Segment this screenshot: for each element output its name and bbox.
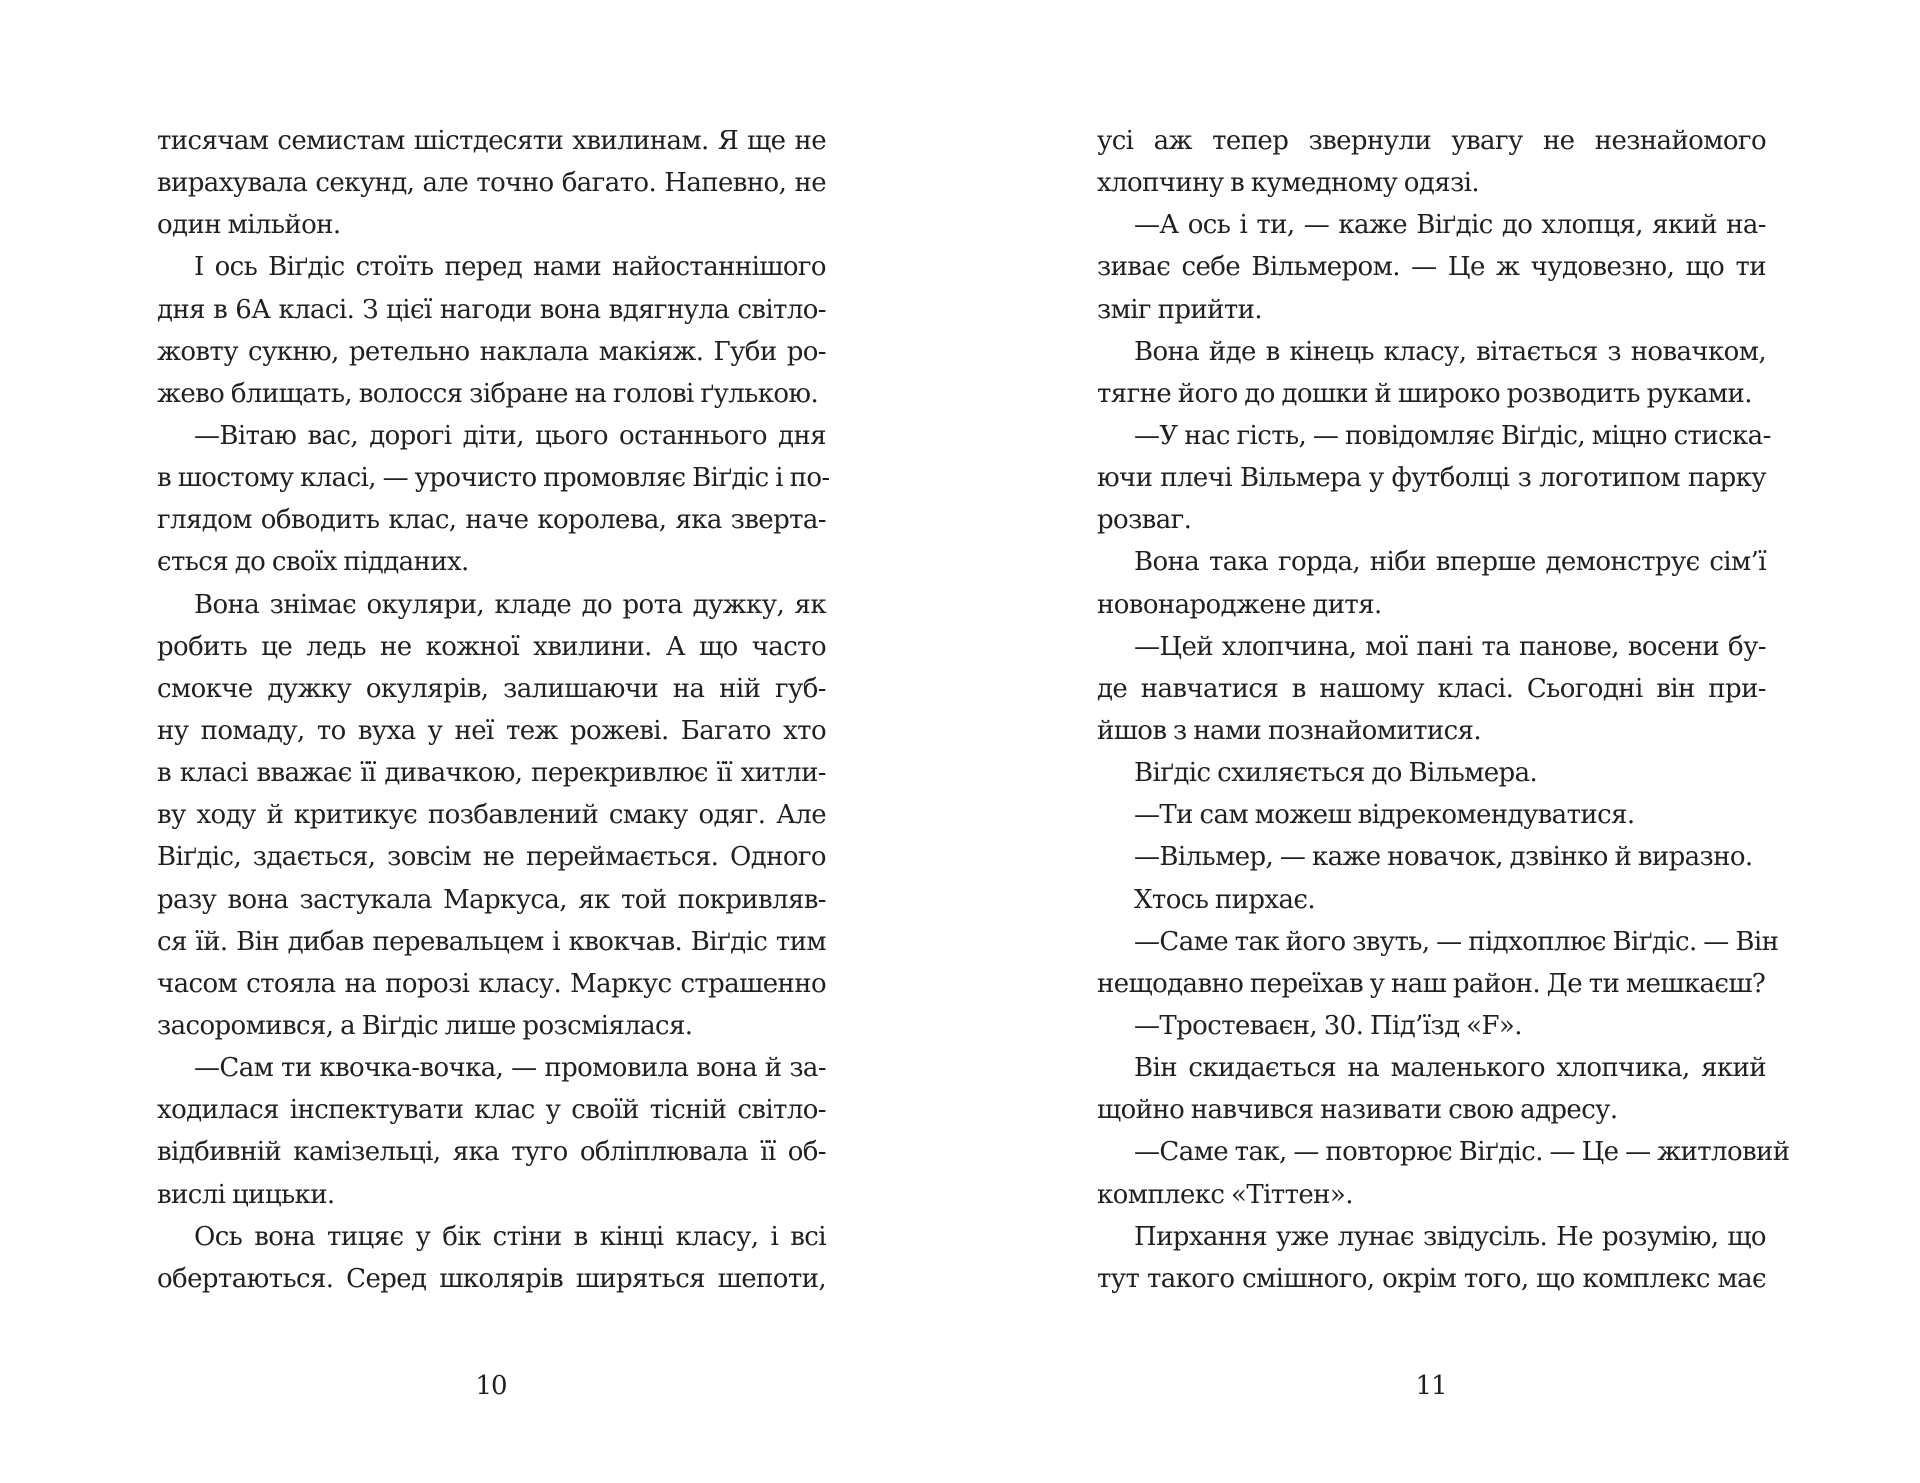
text-line: обертаються. Серед школярів ширяться шепоти, — [157, 1263, 826, 1294]
text-line: в класі вважає її дивачкою, перекривлює її хитли- — [157, 758, 826, 789]
text-line: часом стояла на порозі класу. Маркус страшенно — [157, 968, 826, 999]
text-line: жовту сукню, ретельно наклала макіяж. Губи ро- — [157, 336, 826, 367]
text-line: —А ось і ти, — каже Віґдіс до хлопця, який на- — [1134, 210, 1766, 241]
text-line: вирахувала секунд, але точно багато. Напевно, не — [157, 168, 826, 199]
text-line: розваг. — [1097, 505, 1192, 536]
text-line: ючи плечі Вільмера у футболці з логотипом парку — [1097, 463, 1766, 494]
text-line: —Саме так, — повторює Віґдіс. — Це — житловий — [1134, 1137, 1790, 1168]
text-line: засоромився, а Віґдіс лише розсміялася. — [157, 1010, 693, 1041]
text-line: —Вільмер, — каже новачок, дзвінко й виразно. — [1134, 842, 1753, 873]
text-line: один мільйон. — [157, 210, 341, 241]
text-line: разу вона застукала Маркуса, як той покривляв- — [157, 884, 826, 915]
text-line: —Вітаю вас, дорогі діти, цього останнього дня — [194, 420, 826, 451]
right-page — [960, 0, 1920, 1483]
text-line: —Тростеваєн, 30. Під’їзд «F». — [1134, 1010, 1522, 1041]
text-line: тягне його до дошки й широко розводить руками. — [1097, 378, 1752, 409]
text-line: щойно навчився називати свою адресу. — [1097, 1095, 1618, 1126]
text-line: де навчатися в нашому класі. Сьогодні він при- — [1097, 673, 1766, 704]
text-line: дня в 6А класі. З цієї нагоди вона вдягнула світло- — [157, 294, 826, 325]
text-line: Хтось пирхає. — [1134, 884, 1316, 915]
text-line: ходилася інспектувати клас у своїй тісній світло- — [157, 1095, 826, 1126]
page-number-right: 11 — [1415, 1371, 1447, 1401]
text-line: новонароджене дитя. — [1097, 589, 1382, 620]
text-line: глядом обводить клас, наче королева, яка зверта- — [157, 505, 826, 536]
text-line: в шостому класі, — урочисто промовляє Віґдіс і по- — [157, 463, 830, 494]
text-line: Віґдіс, здається, зовсім не переймається. Одного — [157, 842, 826, 873]
text-line: —У нас гість, — повідомляє Віґдіс, міцно стиска- — [1134, 420, 1771, 451]
text-line: смокче дужку окулярів, залишаючи на ній губ- — [157, 673, 826, 704]
text-line: ву ходу й критикує позбавлений смаку одяг. Але — [157, 800, 826, 831]
text-line: Він скидається на маленького хлопчика, який — [1134, 1053, 1766, 1084]
text-line: хлопчину в кумедному одязі. — [1097, 168, 1480, 199]
text-line: комплекс «Тіттен». — [1097, 1179, 1353, 1210]
text-line: вислі цицьки. — [157, 1179, 335, 1210]
text-line: Пирхання уже лунає звідусіль. Не розумію, що — [1134, 1221, 1766, 1252]
text-line: робить це ледь не кожної хвилини. А що часто — [157, 631, 826, 662]
text-line: І ось Віґдіс стоїть перед нами найостаннішого — [194, 252, 826, 283]
text-line: усі аж тепер звернули увагу не незнайомого — [1097, 126, 1766, 156]
text-line: тут такого смішного, окрім того, що комплекс має — [1097, 1263, 1766, 1294]
text-line: тисячам семистам шістдесяти хвилинам. Я ще не — [157, 126, 826, 156]
text-line: Вона така горда, ніби вперше демонструє сім’ї — [1134, 547, 1766, 578]
text-line: нещодавно переїхав у наш район. Де ти мешкаєш? — [1097, 968, 1766, 999]
right-page-text — [1097, 120, 1790, 1300]
text-line: ну помаду, то вуха у неї теж рожеві. Багато хто — [157, 715, 826, 746]
text-line: ся їй. Він дибав перевальцем і квокчав. Віґдіс тим — [157, 926, 826, 957]
text-line: Віґдіс схиляється до Вільмера. — [1134, 758, 1538, 789]
text-line: Ось вона тицяє у бік стіни в кінці класу, і всі — [194, 1221, 826, 1252]
page-number-left: 10 — [475, 1371, 507, 1401]
text-line: зміг прийти. — [1097, 294, 1263, 325]
text-line: —Ти сам можеш відрекомендуватися. — [1134, 800, 1635, 831]
left-page-text — [157, 120, 830, 1300]
text-line: відбивній камізельці, яка туго обліплювала її об- — [157, 1137, 826, 1168]
text-line: йшов з нами познайомитися. — [1097, 715, 1482, 746]
text-line: ється до своїх підданих. — [157, 547, 469, 578]
text-line: —Цей хлопчина, мої пані та панове, восени бу- — [1134, 631, 1766, 662]
text-line: зиває себе Вільмером. — Це ж чудовезно, що ти — [1097, 252, 1766, 283]
text-line: —Саме так його звуть, — підхоплює Віґдіс. — Він — [1134, 926, 1779, 957]
text-line: Вона йде в кінець класу, вітається з новачком, — [1134, 336, 1766, 367]
text-line: —Сам ти квочка-вочка, — промовила вона й за- — [194, 1053, 826, 1084]
text-line: жево блищать, волосся зібране на голові ґулькою. — [157, 378, 819, 409]
text-line: Вона знімає окуляри, кладе до рота дужку, як — [194, 589, 826, 620]
